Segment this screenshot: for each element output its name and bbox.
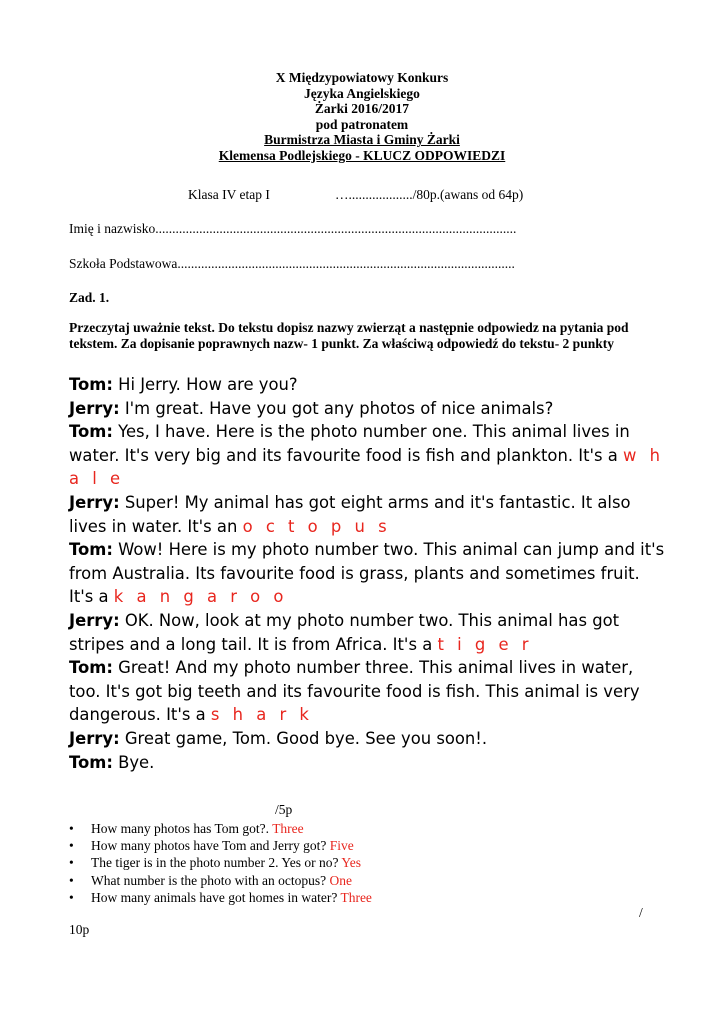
question-item [69,889,669,906]
dialogue-line [69,538,669,609]
answer-shark: s h a r k [210,705,313,725]
speaker-name: Jerry: [69,398,120,418]
question-answer: Three [340,889,372,905]
speaker-name: Tom: [69,422,113,442]
score-field: ….................../80p.(awans od 64p) [335,187,524,202]
dialogue-sentence: Bye. [112,752,155,772]
question-answer: Five [329,838,354,854]
question-answer: Three [272,821,304,836]
header-place-year: Żarki 2016/2017 [314,101,410,117]
dialogue-sentence: OK. Now, look at my photo number two. This animal has got stripes and a long tail. It is from Africa. It's a [69,610,620,654]
header-patron-name: Klemensa Podlejskiego - KLUCZ ODPOWIEDZI [218,147,506,163]
dialogue-sentence: I'm great. Have you got any photos of nice animals? [119,398,554,418]
header-subject: Języka Angielskiego [304,85,420,101]
question-answer: One [329,872,352,888]
name-field: Imię i nazwisko........................................................................................................... [69,221,517,236]
answer-kangaroo: k a n g a r o o [113,587,288,607]
dialogue-line [69,491,669,538]
dialogue-line [69,609,669,656]
speaker-name: Jerry: [69,492,120,512]
questions-list [69,820,669,906]
question-text: How many photos has Tom got?. [91,821,273,836]
dialogue-sentence: Wow! Here is my photo number two. This animal can jump and it's from Australia. Its favourite food is grass, plants and sometimes fruit. It's a [69,540,665,607]
speaker-name: Jerry: [69,728,120,748]
task-instruction: Przeczytaj uważnie tekst. Do tekstu dopisz nazwy zwierząt a następnie odpowiedz na pytania pod tekstem. Za dopisanie poprawnych nazw- 1 punkt. Za właściwą odpowiedź do tekstu- 2 punkty [69,320,629,352]
speaker-name: Tom: [69,752,113,772]
dialogue-line [69,373,669,397]
header-patronage: pod patronatem [315,116,409,132]
task-title: Zad. 1. [69,290,110,305]
points-slash: / [639,905,643,920]
dialogue-line [69,397,669,421]
dialogue-text [69,373,669,774]
class-stage-label: Klasa IV etap I [188,187,270,202]
dialogue-sentence: Hi Jerry. How are you? [112,375,298,394]
speaker-name: Tom: [69,658,113,678]
speaker-name: Tom: [69,540,113,560]
answer-tiger: t i g e r [437,634,533,654]
question-text: The tiger is in the photo number 2. Yes or no? [91,855,342,871]
question-item [69,820,669,837]
question-text: What number is the photo with an octopus? [91,872,330,888]
speaker-name: Jerry: [69,610,120,630]
question-answer: Yes [341,855,361,871]
competition-header [0,70,724,164]
question-item [69,837,669,854]
header-title: X Międzypowiatowy Konkurs [275,70,449,85]
answer-whale: w h a l e [69,445,665,489]
dialogue-line [69,420,669,491]
dialogue-line [69,656,669,727]
questions-points: /5p [275,802,293,817]
dialogue-sentence: Yes, I have. Here is the photo number one. This animal lives in water. It's very big and its favourite food is fish and plankton. It's a [69,422,630,465]
header-patron-office: Burmistrza Miasta i Gminy Żarki [264,132,460,148]
answer-octopus: o c t o p u s [242,516,391,536]
dialogue-sentence: Super! My animal has got eight arms and it's fantastic. It also lives in water. It's an [69,492,631,536]
dialogue-line [69,751,669,775]
school-field: Szkoła Podstawowa.................................................................................................... [69,256,515,271]
question-text: How many animals have got homes in water? [91,889,341,905]
dialogue-line [69,727,669,751]
speaker-name: Tom: [69,375,113,394]
question-item [69,854,669,871]
question-text: How many photos have Tom and Jerry got? [91,838,330,854]
question-item [69,872,669,889]
dialogue-sentence: Great! And my photo number three. This animal lives in water, too. It's got big teeth and its favourite food is fish. This animal is very dangerous. It's a [69,658,640,725]
dialogue-sentence: Great game, Tom. Good bye. See you soon!. [119,728,488,748]
total-points: 10p [69,922,90,937]
